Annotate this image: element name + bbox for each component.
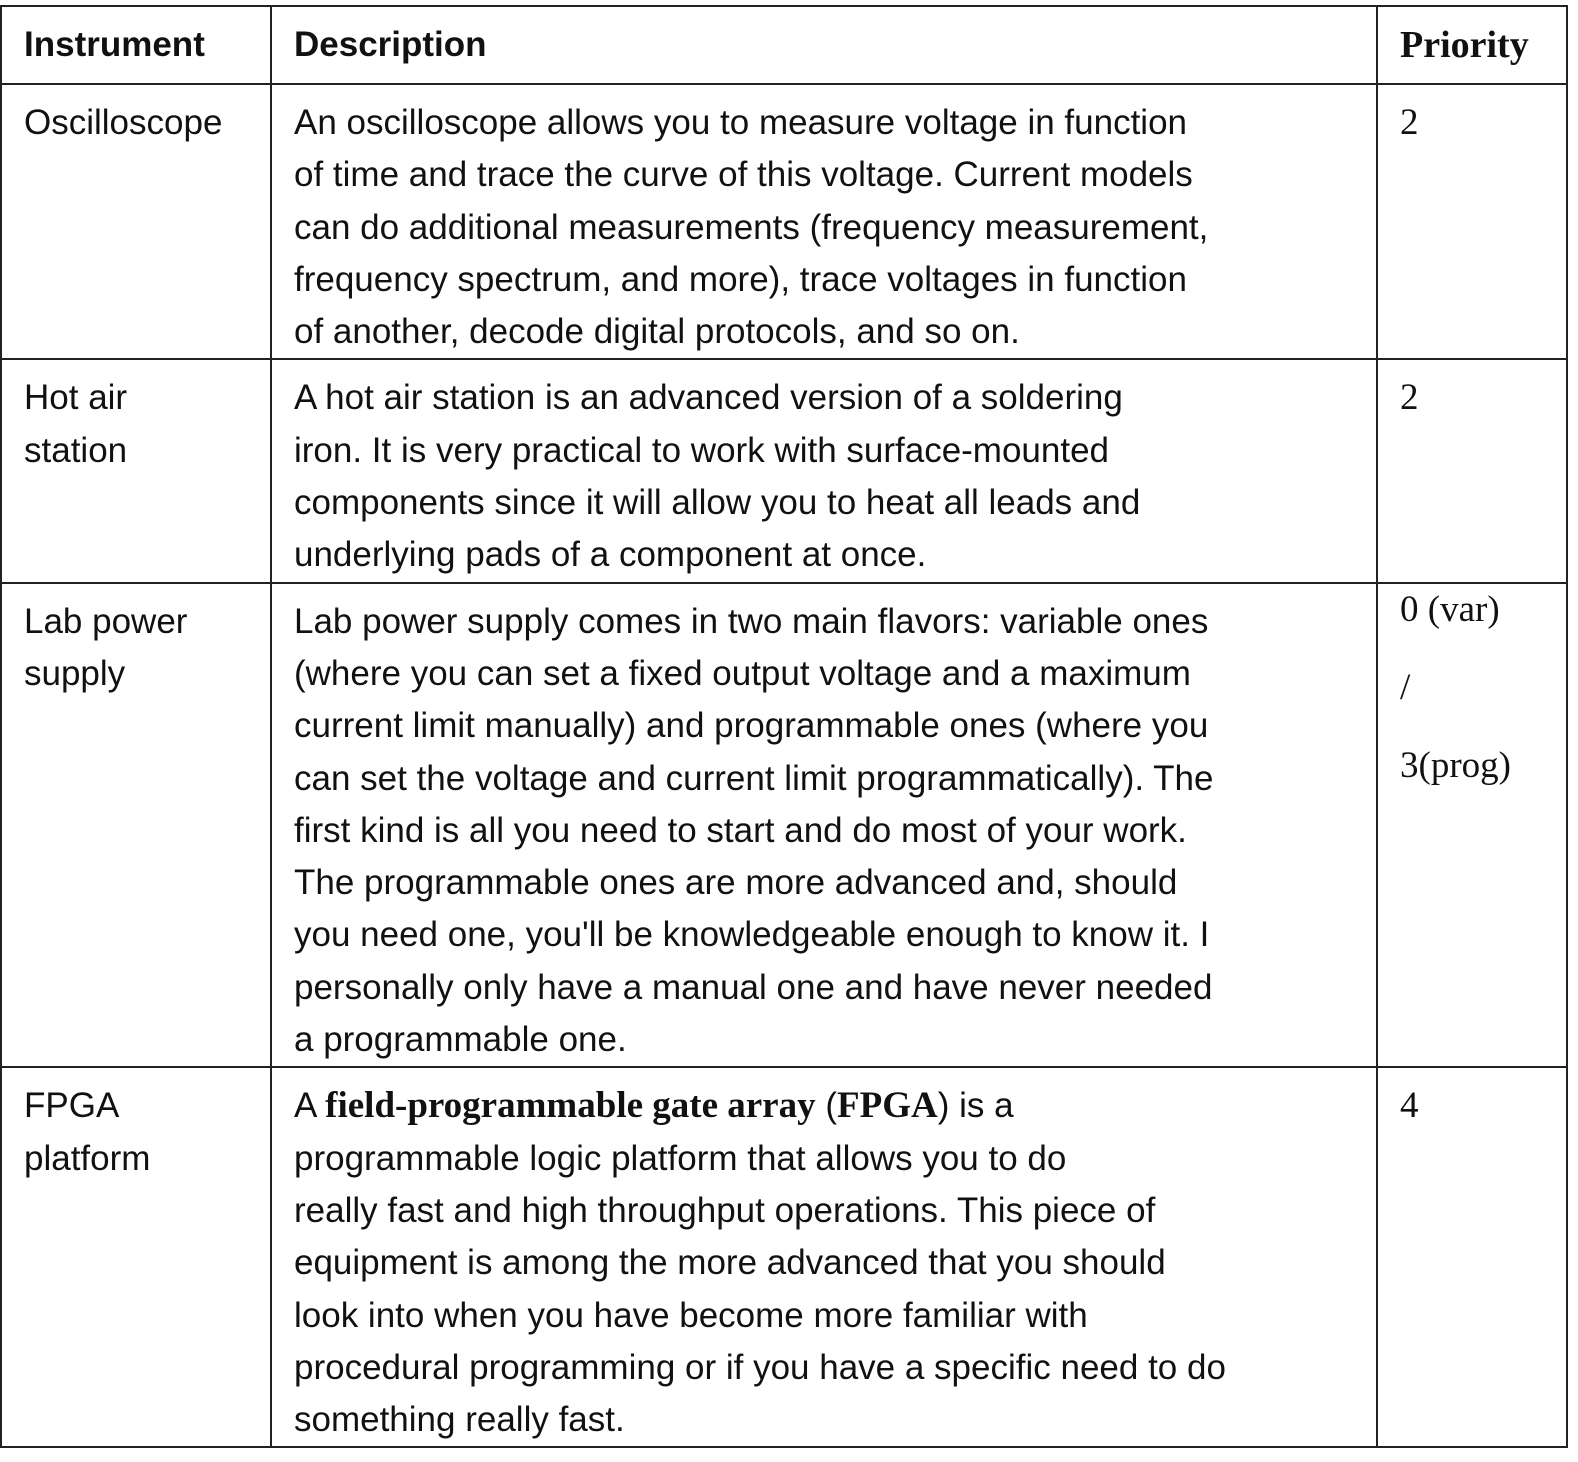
bold-abbreviation: FPGA [837,1085,938,1127]
description-line: something really fast. [294,1400,625,1440]
description-line: you need one, you'll be knowledgeable enough to know it. I [294,915,1210,955]
priority-value: 2 [1400,377,1419,419]
description-line: (where you can set a fixed output voltage and a maximum [294,653,1191,693]
description-line: components since it will allow you to heat all leads and [294,483,1141,523]
instrument-cell [1,359,271,582]
description-line: really fast and high throughput operations. This piece of [294,1190,1156,1230]
instrument-name: supply [24,653,126,693]
table-row [1,359,1567,582]
description-line: personally only have a manual one and have never needed [294,967,1213,1007]
instrument-name: Lab power [24,601,188,641]
instrument-cell [1,1067,271,1447]
description-connector: ( [815,1086,837,1126]
instrument-name: FPGA [24,1086,120,1126]
priority-cell [1377,1067,1567,1447]
header-description-cell [271,6,1377,84]
table-row [1,1067,1567,1447]
description-line [294,1080,1376,1132]
description-line: a programmable one. [294,1020,627,1060]
description-cell [271,359,1377,582]
description-line: Lab power supply comes in two main flavors: variable ones [294,601,1209,641]
description-line: current limit manually) and programmable ones (where you [294,706,1209,746]
header-instrument-cell [1,6,271,84]
instrument-name: station [24,430,128,470]
description-line: of time and trace the curve of this voltage. Current models [294,155,1193,195]
header-instrument: Instrument [24,25,205,64]
header-priority-cell [1377,6,1567,84]
description-prefix: A [294,1086,326,1126]
table-row [1,583,1567,1068]
priority-value: 2 [1400,102,1419,143]
description-line: A hot air station is an advanced version of a soldering [294,378,1123,418]
description-line: underlying pads of a component at once. [294,535,927,575]
description-line: first kind is all you need to start and do most of your work. [294,810,1187,850]
description-line: frequency spectrum, and more), trace voltages in function [294,259,1187,299]
priority-value: 4 [1400,1085,1419,1127]
priority-value: 3(prog) [1400,744,1511,786]
description-line: can set the voltage and current limit programmatically). The [294,758,1214,798]
description-cell [271,1067,1377,1447]
description-cell [271,84,1377,359]
description-line: equipment is among the more advanced that you should [294,1243,1166,1283]
header-description: Description [294,25,487,64]
description-line: iron. It is very practical to work with surface-mounted [294,430,1110,470]
instrument-cell [1,583,271,1068]
description-line: look into when you have become more familiar with [294,1295,1088,1335]
description-suffix: ) is a [937,1086,1014,1126]
description-line: procedural programming or if you have a specific need to do [294,1347,1226,1387]
description-line: An oscilloscope allows you to measure voltage in function [294,103,1187,142]
description-line: of another, decode digital protocols, and so on. [294,312,1020,352]
priority-value: 0 (var) [1400,588,1500,630]
bold-term: field-programmable gate array [325,1085,816,1127]
description-line: programmable logic platform that allows you to do [294,1138,1067,1178]
instrument-name: Hot air [24,378,128,418]
priority-cell [1377,583,1567,1068]
header-row [1,6,1567,84]
description-line: The programmable ones are more advanced and, should [294,863,1178,903]
description-cell [271,583,1377,1068]
instrument-name: Oscilloscope [24,103,223,142]
instrument-table [0,5,1568,1448]
priority-cell [1377,84,1567,359]
description-line: can do additional measurements (frequency measurement, [294,207,1209,247]
priority-separator: / [1400,666,1411,708]
instrument-name: platform [24,1138,151,1178]
header-priority: Priority [1400,24,1529,66]
priority-cell [1377,359,1567,582]
table-row [1,84,1567,359]
instrument-cell [1,84,271,359]
